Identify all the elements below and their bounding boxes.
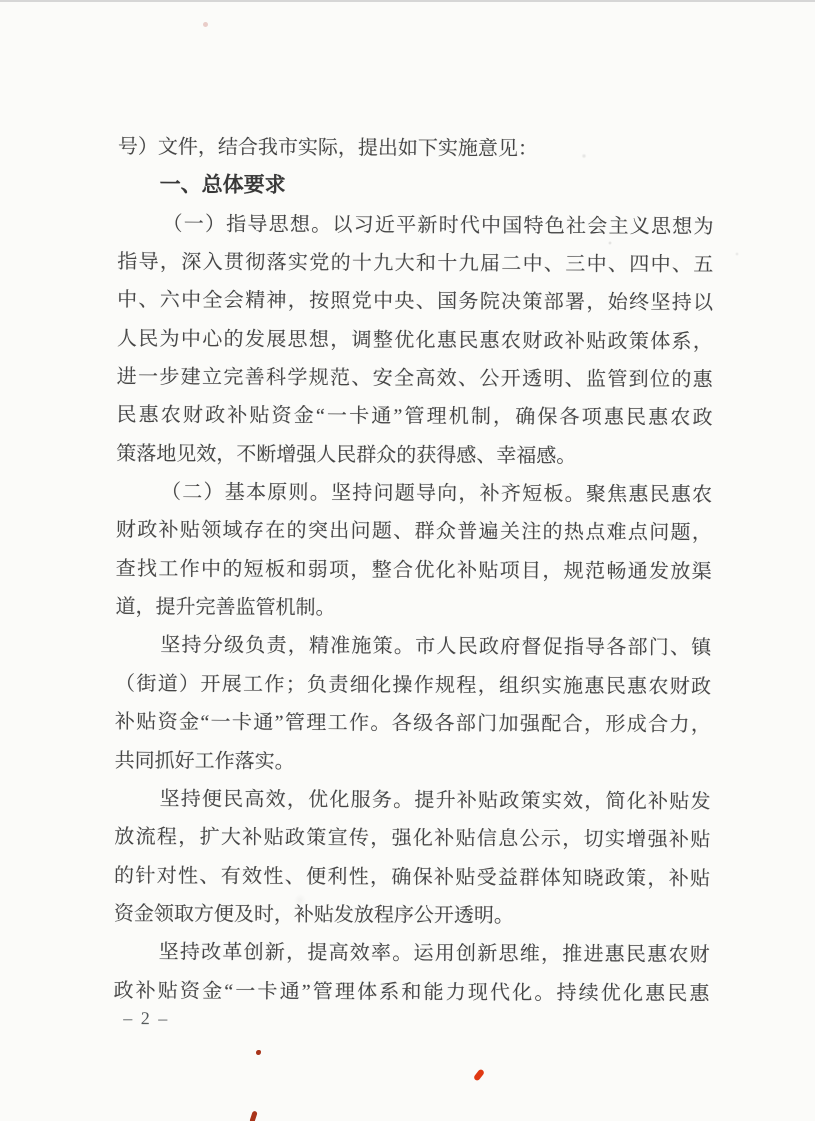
text-line: 补贴资金“一卡通”管理工作。各级各部门加强配合，形成合力， — [114, 711, 711, 737]
text-line: 坚持便民高效，优化服务。提升补贴政策实效，简化补贴发 — [159, 788, 711, 813]
text-line: 中、六中全会精神，按照党中央、国务院决策部署，始终坚持以 — [117, 289, 714, 315]
text-line: 政补贴资金“一卡通”管理体系和能力现代化。持续优化惠民惠 — [113, 979, 710, 1005]
text-line: 坚持分级负责，精准施策。市人民政府督促指导各部门、镇 — [160, 634, 712, 660]
scan-edge-line — [0, 0, 815, 2]
text-line: 策落地见效，不断增强人民群众的获得感、幸福感。 — [116, 442, 577, 468]
text-line: 指导，深入贯彻落实党的十九大和十九届二中、三中、四中、五 — [117, 251, 714, 277]
text-line: 查找工作中的短板和弱项，整合优化补贴项目，规范畅通发放渠 — [115, 557, 712, 583]
text-line: 共同抓好工作落实。 — [114, 749, 295, 773]
text-line: （一）指导思想。以习近平新时代中国特色社会主义思想为 — [162, 212, 714, 238]
scan-speck-pink — [203, 22, 208, 27]
text-line: 的针对性、有效性、便利性，确保补贴受益群体知晓政策，补贴 — [114, 864, 711, 890]
text-line: 放流程，扩大补贴政策宣传，强化补贴信息公示，切实增强补贴 — [114, 826, 711, 852]
text-line: 人民为中心的发展思想，调整优化惠民惠农财政补贴政策体系， — [116, 327, 713, 353]
text-line: 财政补贴领域存在的突出问题、群众普遍关注的热点难点问题， — [115, 519, 712, 545]
page-number: – 2 – — [123, 1008, 170, 1029]
document-content — [113, 128, 714, 1029]
document-body — [113, 128, 714, 1013]
red-ink-speck — [473, 1068, 485, 1081]
red-ink-speck — [249, 1111, 257, 1121]
text-line: 民惠农财政补贴资金“一卡通”管理机制，确保各项惠民惠农政 — [116, 404, 713, 430]
text-line: （街道）开展工作；负责细化操作规程，组织实施惠民惠农财政 — [115, 672, 712, 698]
red-ink-speck — [256, 1050, 261, 1055]
text-line: 道，提升完善监管机制。 — [115, 596, 336, 620]
text-line: 坚持改革创新，提高效率。运用创新思维，推进惠民惠农财 — [158, 941, 710, 967]
text-line: （二）基本原则。坚持问题导向，补齐短板。聚焦惠民惠农 — [161, 481, 713, 507]
text-line: 进一步建立完善科学规范、安全高效、公开透明、监管到位的惠 — [116, 366, 713, 392]
section-heading: 一、总体要求 — [159, 173, 286, 198]
text-line: 资金领取方便及时，补贴发放程序公开透明。 — [113, 902, 514, 927]
text-line: 号）文件，结合我市实际，提出如下实施意见： — [117, 135, 538, 161]
